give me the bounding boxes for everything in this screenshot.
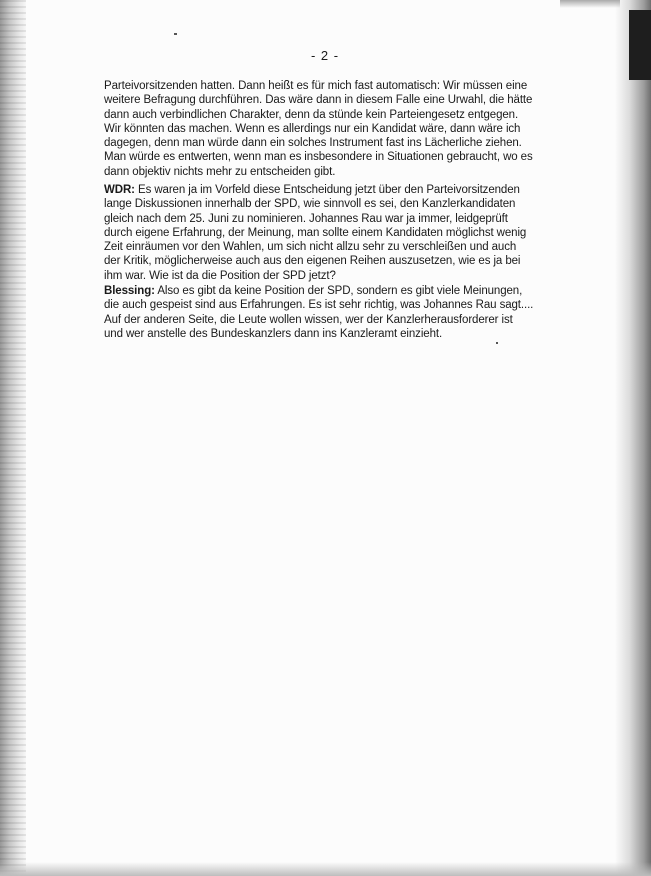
- page-number: - 2 -: [310, 48, 340, 63]
- paragraph-1: [104, 79, 534, 179]
- paragraph-2: [104, 183, 534, 283]
- paragraph-3-text: Also es gibt da keine Position der SPD, sondern es gibt viele Meinungen, die auch gespeist sind aus Erfahrungen. Es ist sehr richtig, was Johannes Rau sagt.... Auf der anderen Seite, die Leute wollen wissen, wer der Kanzlerherausforderer ist und wer anstelle des Bundeskanzlers dann ins Kanzleramt einzieht.: [104, 285, 534, 340]
- scan-speck: [496, 342, 498, 344]
- paragraph-2-text: Es waren ja im Vorfeld diese Entscheidung jetzt über den Parteivorsitzenden lange Diskussionen innerhalb der SPD, wie sinnvoll es sei, den Kanzlerkandidaten gleich nach dem 25. Juni zu nominieren. Johannes Rau war ja immer, leidgeprüft durch eigene Erfahrung, der Meinung, man sollte einem Kandidaten möglichst wenig Zeit einräumen vor den Wahlen, um sich nicht allzu sehr zu verschleißen und auch der Kritik, möglicherweise auch aus den eigenen Reihen auszusetzen, wie es ja bei ihm war. Wie ist da die Position der SPD jetzt?: [104, 184, 527, 282]
- scan-edge-right: [615, 0, 651, 876]
- paragraph-3-speaker: Blessing:: [104, 285, 155, 297]
- scan-edge-left: [0, 0, 26, 876]
- scan-edge-top: [560, 0, 620, 8]
- paragraph-3: [104, 284, 534, 341]
- paragraph-2-speaker: WDR:: [104, 184, 135, 196]
- scan-edge-bottom: [0, 862, 651, 876]
- scan-speck: [174, 33, 177, 35]
- paragraph-1-text: Parteivorsitzenden hatten. Dann heißt es für mich fast automatisch: Wir müssen eine weitere Befragung durchführen. Das wäre dann in diesem Falle eine Urwahl, die hätte dann auch verbindlichen Charakter, denn da stünde kein Parteiengesetz entgegen. Wir könnten das machen. Wenn es allerdings nur ein Kandidat wäre, dann wäre ich dagegen, denn man würde dann ein solches Instrument fast ins Lächerliche ziehen. Man würde es entwerten, wenn man es insbesondere in Situationen gebraucht, wo es dann objektiv nichts mehr zu entscheiden gibt.: [104, 80, 533, 178]
- scan-edge-right-dark: [629, 10, 651, 80]
